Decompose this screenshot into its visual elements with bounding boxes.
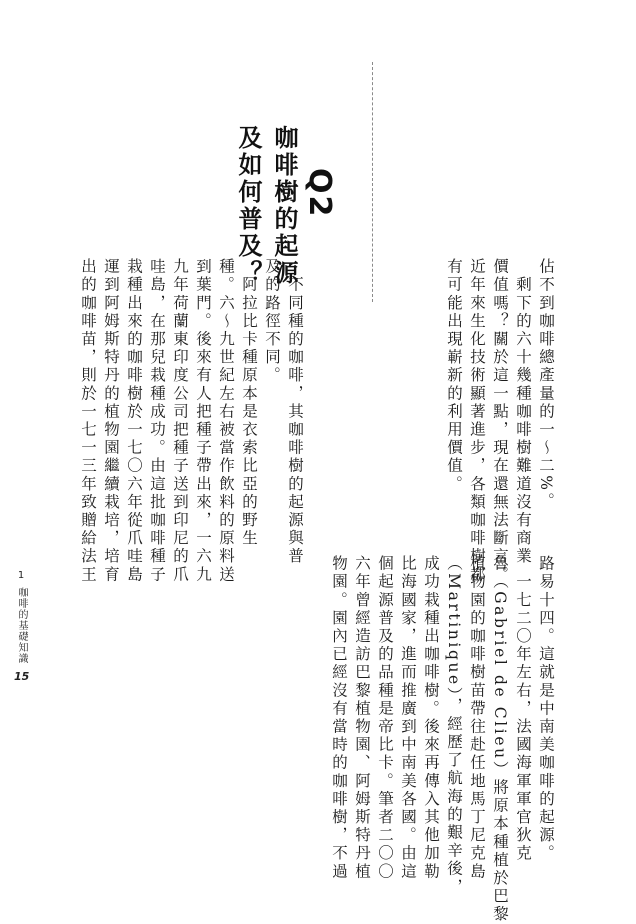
text-line: 有可能出現嶄新的利用價值。 xyxy=(445,258,463,494)
text-line: 植物園的咖啡樹苗帶往赴任地馬丁尼克島 xyxy=(468,555,486,881)
text-line: 路易十四。這就是中南美咖啡的起源。 xyxy=(537,555,555,863)
text-line: （Martinique），經歷了航海的艱辛後， xyxy=(445,555,463,897)
text-line: 栽種出來的咖啡樹於一七〇六年從爪哇島 xyxy=(125,258,143,584)
title-line: 及如何普及？ xyxy=(234,125,263,287)
question-badge: Q2 xyxy=(302,168,337,219)
text-column-bottom xyxy=(327,555,557,924)
text-column-top-right xyxy=(442,258,557,584)
text-line: 及的路徑不同。 xyxy=(263,258,281,385)
chapter-number: 1 xyxy=(17,570,25,581)
text-line: 個起源普及的品種是帝比卡。筆者二〇〇 xyxy=(376,555,394,881)
chapter-name: 咖啡的基礎知識 xyxy=(16,587,27,664)
text-line: 比海國家，進而推廣到中南美各國。由這 xyxy=(399,555,417,881)
text-line: 哇島，在那兒栽種成功。由這批咖啡種子 xyxy=(148,258,166,584)
title-line: 咖啡樹的起源 xyxy=(270,125,299,287)
page-number: 15 xyxy=(14,670,30,683)
text-line: 剩下的六十幾種咖啡樹難道沒有商業 xyxy=(514,258,532,566)
text-line: 阿拉比卡種原本是衣索比亞的野生 xyxy=(240,258,258,548)
text-line: 佔不到咖啡總產量的一～二%。 xyxy=(537,258,555,511)
text-line: 一七二〇年左右，法國海軍軍官狄克 xyxy=(514,555,532,863)
section-divider xyxy=(372,62,373,302)
text-line: 近年來生化技術顯著進步，各類咖啡樹都 xyxy=(468,258,486,584)
text-line: 到葉門。後來有人把種子帶出來，一六九 xyxy=(194,258,212,584)
text-line: 運到阿姆斯特丹的植物園繼續栽培，培育 xyxy=(102,258,120,584)
text-line: 出的咖啡苗，則於一七一三年致贈給法王 xyxy=(79,258,97,584)
text-line: 種。六～九世紀左右被當作飲料的原料送 xyxy=(217,258,235,584)
text-line: 不同種的咖啡，其咖啡樹的起源與普 xyxy=(286,258,304,566)
text-line: 價值嗎？關於這一點，現在還無法斷言。 xyxy=(491,258,509,584)
text-line: 六年曾經造訪巴黎植物園、阿姆斯特丹植 xyxy=(353,555,371,881)
text-line: 物園。園內已經沒有當時的咖啡樹，不過 xyxy=(330,555,348,881)
text-line: 魯（Gabriel de Clieu）將原本種植於巴黎 xyxy=(491,555,509,924)
running-head xyxy=(14,570,28,683)
text-line: 九年荷蘭東印度公司把種子送到印尼的爪 xyxy=(171,258,189,584)
text-column-top-left xyxy=(76,258,306,584)
text-line: 成功栽種出咖啡樹。後來再傳入其他加勒 xyxy=(422,555,440,881)
